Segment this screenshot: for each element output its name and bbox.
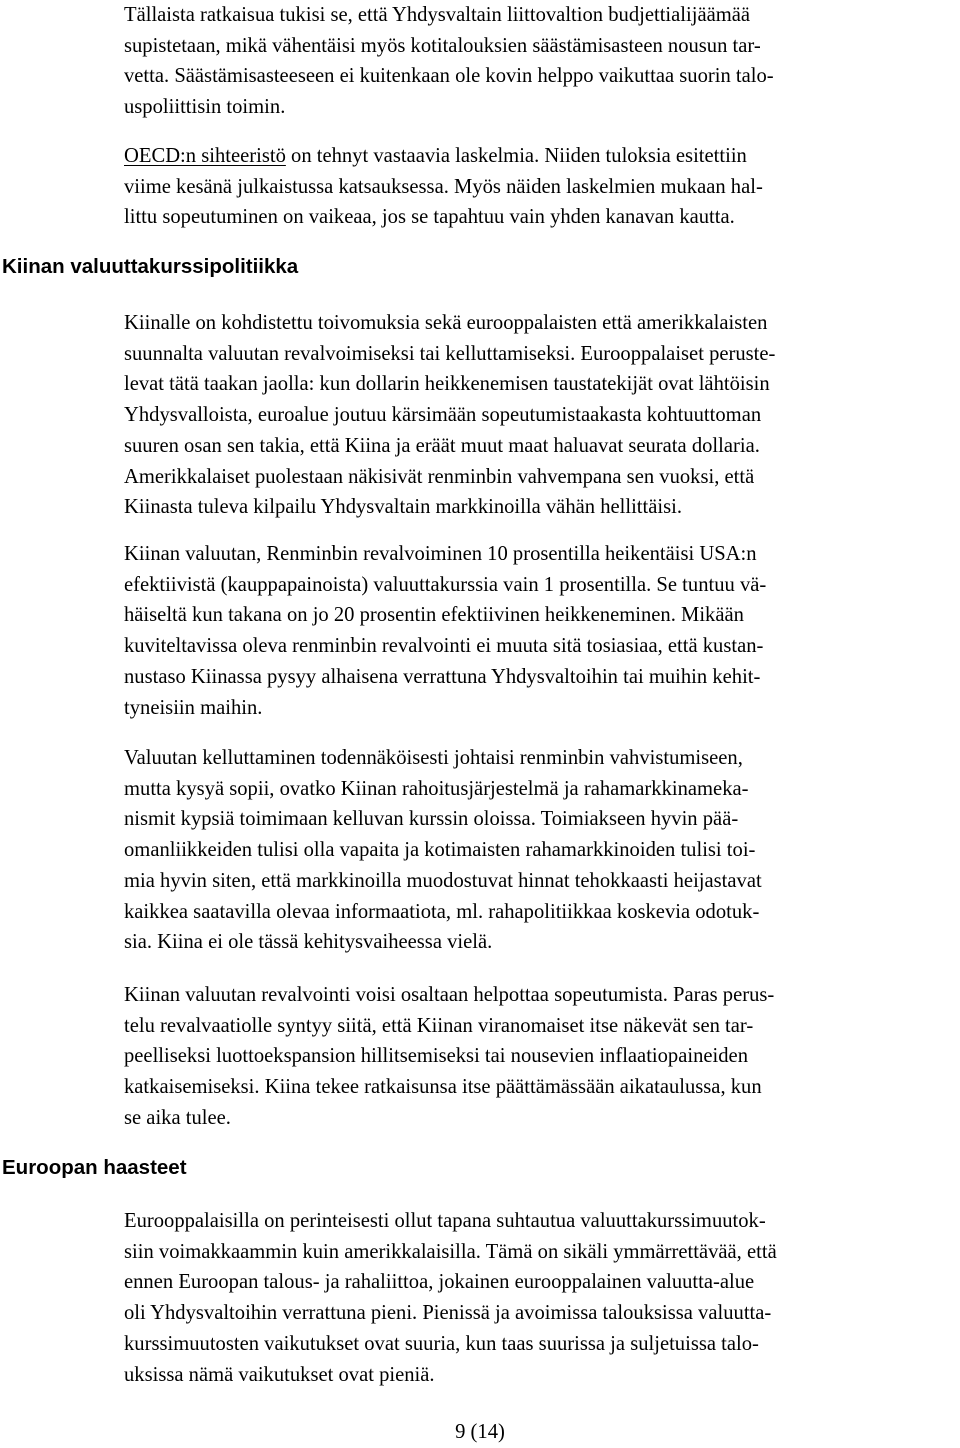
text-line: Kiinan valuutan revalvointi voisi osaltaan helpottaa sopeutumista. Paras perus- — [124, 984, 775, 1006]
text-line: sia. Kiina ei ole tässä kehitysvaiheessa vielä. — [124, 931, 493, 954]
text-line: nustaso Kiinassa pysyy alhaisena verrattuna Yhdysvaltoihin tai muihin kehit- — [124, 665, 761, 688]
section-heading-kiinan-valuuttakurssipolitiikka: Kiinan valuuttakurssipolitiikka — [2, 255, 299, 278]
text-line: Amerikkalaiset puolestaan näkisivät renminbin vahvempana sen vuoksi, että — [124, 465, 755, 488]
text-line: supistetaan, mikä vähentäisi myös kotitalouksien säästämisasteen nousun tar- — [124, 34, 761, 57]
page-number: 9 (14) — [455, 1421, 505, 1443]
text-line: katkaisemiseksi. Kiina tekee ratkaisunsa itse päättämässään aikataulussa, kun — [124, 1076, 762, 1099]
text-line: mia hyvin siten, että markkinoilla muodostuvat hinnat tehokkaasti heijastavat — [124, 869, 762, 892]
text-line: siin voimakkaammin kuin amerikkalaisilla. Tämä on sikäli ymmärrettävää, että — [124, 1240, 777, 1263]
text-line: ennen Euroopan talous- ja rahaliittoa, jokainen eurooppalainen valuutta-alue — [124, 1271, 755, 1294]
body-paragraph — [124, 539, 960, 723]
text-line: littu sopeutuminen on vaikeaa, jos se tapahtuu vain yhden kanavan kautta. — [124, 206, 735, 229]
oecd-link[interactable]: OECD:n sihteeristö — [124, 145, 286, 167]
text-line: Yhdysvalloista, euroalue joutuu kärsimään sopeutumistaakasta kohtuuttoman — [124, 404, 762, 427]
intro-paragraph — [124, 0, 960, 123]
body-paragraph — [124, 980, 960, 1134]
text-line: häiseltä kun takana on jo 20 prosentin efektiivinen heikkeneminen. Mikään — [124, 604, 744, 627]
text-line: oli Yhdysvaltoihin verrattuna pieni. Pienissä ja avoimissa talouksissa valuutta- — [124, 1302, 772, 1325]
text-line: kuviteltavissa oleva renminbin revalvointi ei muuta sitä tosiasiaa, että kustan- — [124, 635, 764, 658]
body-paragraph — [124, 308, 960, 523]
text-line: Tällaista ratkaisua tukisi se, että Yhdysvaltain liittovaltion budjettialijäämää — [124, 4, 751, 26]
body-paragraph — [124, 1206, 960, 1390]
section-heading-euroopan-haasteet: Euroopan haasteet — [2, 1156, 187, 1179]
text-line: Valuutan kelluttaminen todennäköisesti johtaisi renminbin vahvistumiseen, — [124, 747, 743, 769]
text-line: Kiinalle on kohdistettu toivomuksia sekä eurooppalaisten että amerikkalaisten — [124, 312, 768, 334]
text-line: Kiinan valuutan, Renminbin revalvoiminen 10 prosentilla heikentäisi USA:n — [124, 543, 757, 565]
text-line: Eurooppalaisilla on perinteisesti ollut tapana suhtautua valuuttakurssimuutok- — [124, 1210, 766, 1232]
text-line: se aika tulee. — [124, 1106, 231, 1129]
text-line: tyneisiin maihin. — [124, 696, 263, 719]
text-line — [124, 141, 960, 172]
text-line: levat tätä taakan jaolla: kun dollarin heikkenemisen taustatekijät ovat lähtöisin — [124, 373, 770, 396]
oecd-paragraph — [124, 141, 960, 233]
text-line: viime kesänä julkaistussa katsauksessa. Myös näiden laskelmien mukaan hal- — [124, 175, 763, 198]
text-line: peelliseksi luottoekspansion hillitsemiseksi tai nousevien inflaatiopaineiden — [124, 1045, 748, 1068]
body-paragraph — [124, 743, 960, 958]
text-line: omanliikkeiden tulisi olla vapaita ja kotimaisten rahamarkkinoiden tulisi toi- — [124, 839, 756, 862]
text-line: kaikkea saatavilla olevaa informaatiota, ml. rahapolitiikkaa koskevia odotuk- — [124, 900, 760, 923]
text-line: mutta kysyä sopii, ovatko Kiinan rahoitusjärjestelmä ja rahamarkkinameka- — [124, 777, 749, 800]
text-line: suuren osan sen takia, että Kiina ja eräät muut maat haluavat seurata dollaria. — [124, 434, 760, 457]
text-line: suunnalta valuutan revalvoimiseksi tai kelluttamiseksi. Eurooppalaiset peruste- — [124, 342, 776, 365]
text-line: Kiinasta tuleva kilpailu Yhdysvaltain markkinoilla vähän hellittäisi. — [124, 496, 683, 519]
text-line: nismit kypsiä toimimaan kelluvan kurssin oloissa. Toimiakseen hyvin pää- — [124, 808, 739, 831]
text-fragment: on tehnyt vastaavia laskelmia. Niiden tuloksia esitettiin — [285, 145, 747, 167]
text-line: uspoliittisin toimin. — [124, 96, 286, 119]
text-line: telu revalvaatiolle syntyy siitä, että Kiinan viranomaiset itse näkevät sen tar- — [124, 1014, 754, 1037]
text-line: vetta. Säästämisasteeseen ei kuitenkaan ole kovin helppo vaikuttaa suorin talo- — [124, 65, 774, 88]
text-line: uksissa nämä vaikutukset ovat pieniä. — [124, 1363, 435, 1386]
text-line: kurssimuutosten vaikutukset ovat suuria, kun taas suurissa ja suljetuissa talo- — [124, 1332, 759, 1355]
text-line: efektiivistä (kauppapainoista) valuuttakurssia vain 1 prosentilla. Se tuntuu vä- — [124, 573, 767, 596]
